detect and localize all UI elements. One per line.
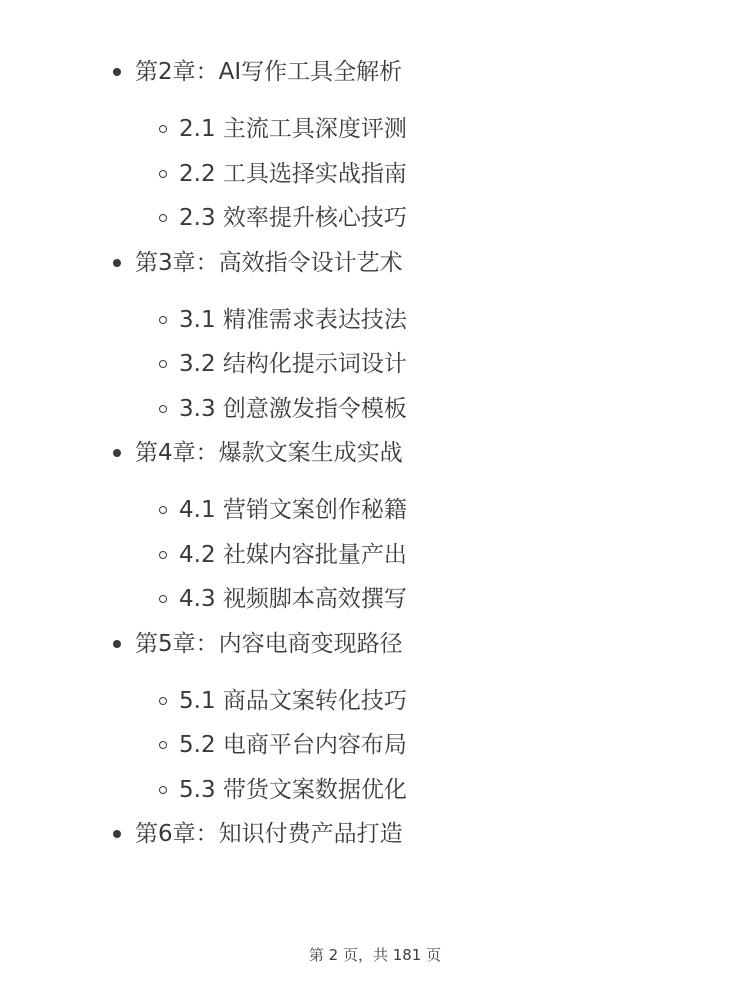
open-circle-bullet-icon	[159, 786, 167, 794]
section-item	[159, 162, 407, 186]
chapter-row	[113, 60, 407, 84]
open-circle-bullet-icon	[159, 360, 167, 368]
open-circle-bullet-icon	[159, 595, 167, 603]
section-title: 2.3 效率提升核心技巧	[179, 205, 407, 231]
open-circle-bullet-icon	[159, 506, 167, 514]
filled-bullet-icon	[113, 830, 121, 838]
open-circle-bullet-icon	[159, 551, 167, 559]
toc-chapter	[113, 251, 407, 421]
filled-bullet-icon	[113, 259, 121, 267]
chapter-title: 第5章：内容电商变现路径	[135, 630, 403, 657]
section-item	[159, 117, 407, 141]
section-item	[159, 498, 407, 522]
open-circle-bullet-icon	[159, 697, 167, 705]
chapter-row	[113, 441, 407, 465]
section-item	[159, 543, 407, 567]
chapter-title: 第2章：AI写作工具全解析	[135, 59, 403, 85]
section-title: 5.3 带货文案数据优化	[179, 776, 407, 803]
toc-chapter	[113, 822, 407, 846]
section-title: 5.2 电商平台内容布局	[179, 732, 407, 758]
section-title: 3.3 创意激发指令模板	[179, 395, 407, 422]
toc-chapter	[113, 441, 407, 611]
section-item	[159, 689, 407, 713]
section-list	[159, 308, 407, 421]
section-list	[159, 117, 407, 230]
open-circle-bullet-icon	[159, 125, 167, 133]
section-item	[159, 352, 407, 376]
section-item	[159, 778, 407, 802]
section-title: 2.1 主流工具深度评测	[179, 116, 407, 142]
chapter-row	[113, 632, 407, 656]
chapter-row	[113, 251, 407, 275]
section-title: 3.2 结构化提示词设计	[179, 351, 407, 377]
section-title: 3.1 精准需求表达技法	[179, 306, 407, 333]
section-item	[159, 587, 407, 611]
toc-chapter	[113, 632, 407, 802]
chapter-row	[113, 822, 407, 846]
filled-bullet-icon	[113, 68, 121, 76]
filled-bullet-icon	[113, 640, 121, 648]
section-list	[159, 689, 407, 802]
filled-bullet-icon	[113, 449, 121, 457]
page-number: 第 2 页，共 181 页	[308, 946, 442, 964]
open-circle-bullet-icon	[159, 741, 167, 749]
open-circle-bullet-icon	[159, 316, 167, 324]
chapter-title: 第6章：知识付费产品打造	[135, 821, 403, 847]
open-circle-bullet-icon	[159, 170, 167, 178]
chapter-title: 第3章：高效指令设计艺术	[135, 249, 403, 276]
section-item	[159, 308, 407, 332]
section-title: 2.2 工具选择实战指南	[179, 160, 407, 187]
chapter-title: 第4章：爆款文案生成实战	[135, 440, 403, 466]
table-of-contents	[113, 60, 407, 879]
open-circle-bullet-icon	[159, 405, 167, 413]
section-title: 4.2 社媒内容批量产出	[179, 541, 407, 568]
section-title: 5.1 商品文案转化技巧	[179, 687, 407, 714]
toc-chapter	[113, 60, 407, 230]
section-item	[159, 733, 407, 757]
section-item	[159, 206, 407, 230]
open-circle-bullet-icon	[159, 214, 167, 222]
section-title: 4.1 营销文案创作秘籍	[179, 497, 407, 523]
section-title: 4.3 视频脚本高效撰写	[179, 586, 407, 612]
section-list	[159, 498, 407, 611]
section-item	[159, 397, 407, 421]
